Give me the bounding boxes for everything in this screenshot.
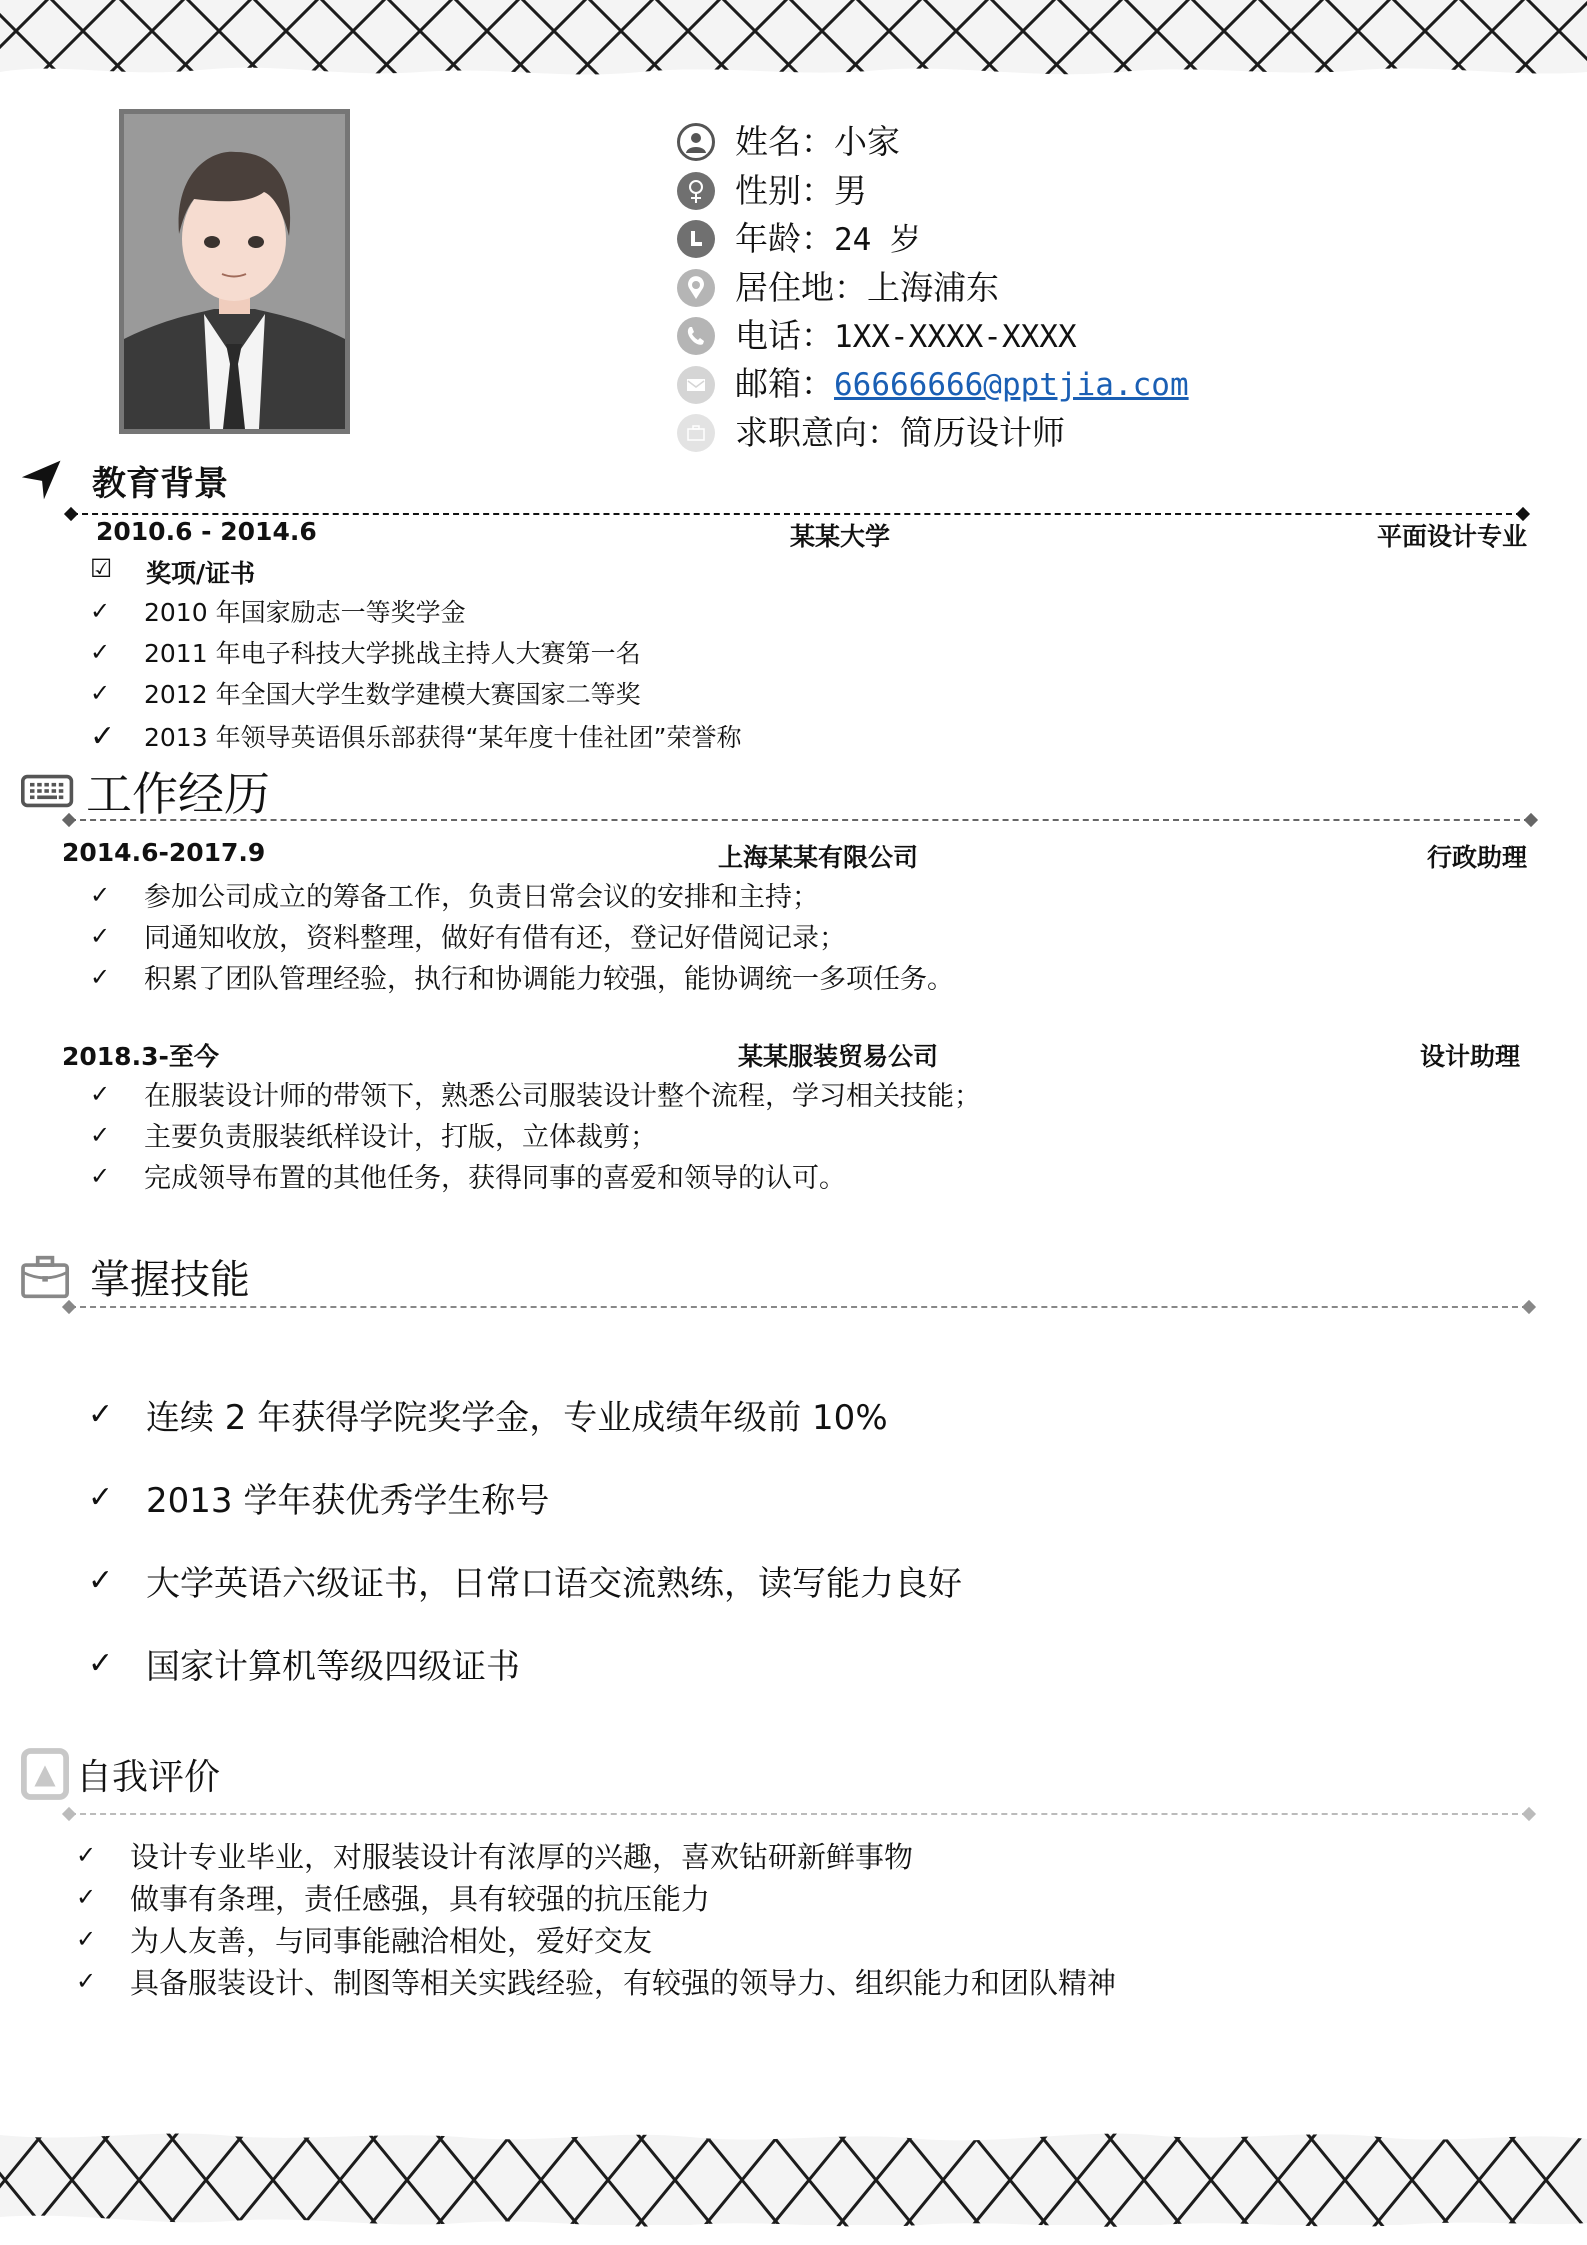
list-item: ✓ 主要负责服装纸样设计，打版，立体裁剪；: [90, 1120, 657, 1153]
top-hexagon-band: [0, 0, 1587, 80]
list-item: ✓ 设计专业毕业，对服装设计有浓厚的兴趣，喜欢钻研新鲜事物: [76, 1839, 914, 1874]
navigation-arrow-icon: [18, 455, 68, 505]
job-entry: [0, 838, 1587, 870]
check-icon: ✓: [88, 1646, 114, 1681]
job-duties-list: [90, 874, 954, 997]
list-item: ✓ 2012 年全国大学生数学建模大赛国家二等奖: [90, 678, 641, 709]
awards-heading: [0, 554, 1587, 586]
clock-icon: [677, 220, 715, 258]
check-icon: ✓: [88, 1397, 114, 1432]
education-school: 某某大学: [790, 522, 891, 551]
email-link[interactable]: 66666666@pptjia.com: [834, 367, 1189, 404]
check-icon: ✓: [76, 1925, 97, 1953]
list-item: ✓ 参加公司成立的筹备工作，负责日常会议的安排和主持；: [90, 880, 819, 913]
info-residence: 居住地：上海浦东: [735, 267, 999, 307]
job-period: 2014.6-2017.9: [62, 838, 266, 867]
info-objective: 求职意向：简历设计师: [735, 413, 1065, 453]
check-icon: ✓: [90, 637, 111, 666]
job-company: 上海某某有限公司: [718, 843, 919, 872]
section-divider: [62, 1807, 1536, 1821]
check-icon: ✓: [90, 596, 111, 625]
list-item: ✓ 为人友善，与同事能融洽相处，爱好交友: [76, 1923, 653, 1958]
section-title: 工作经历: [86, 767, 270, 821]
job-duties-list: [90, 1073, 981, 1196]
user-icon: [677, 123, 715, 161]
info-phone: 电话：1XX-XXXX-XXXX: [735, 315, 1077, 355]
job-entry: [0, 1037, 1587, 1069]
check-icon: ✓: [90, 718, 116, 754]
personal-info: [677, 118, 1189, 458]
list-item: ✓ 在服装设计师的带领下，熟悉公司服装设计整个流程，学习相关技能；: [90, 1079, 981, 1112]
info-row-gender: [677, 167, 1189, 216]
awards-list: [90, 590, 741, 759]
checkbox-icon: ☑: [90, 554, 113, 583]
section-skills-header: [18, 1248, 250, 1305]
check-icon: ✓: [76, 1841, 97, 1869]
awards-title: 奖项/证书: [146, 559, 256, 588]
self-eval-list: [76, 1834, 1116, 2002]
info-row-objective: [677, 409, 1189, 458]
list-item: ✓ 同通知收放，资料整理，做好有借有还，登记好借阅记录；: [90, 921, 846, 954]
list-item: ✓ 国家计算机等级四级证书: [88, 1646, 520, 1687]
briefcase-icon: [18, 1251, 74, 1303]
keyboard-icon: [18, 766, 78, 816]
list-item: ✓ 连续 2 年获得学院奖学金，专业成绩年级前 10%: [88, 1397, 888, 1438]
section-education-header: [18, 455, 228, 505]
list-item: ✓ 2013 年领导英语俱乐部获得“某年度十佳社团”荣誉称: [90, 718, 742, 754]
list-item: ✓ 做事有条理，责任感强，具有较强的抗压能力: [76, 1881, 711, 1916]
section-title: 自我评价: [76, 1756, 221, 1798]
triangle-box-icon: [18, 1746, 72, 1802]
info-row-age: [677, 215, 1189, 264]
info-row-name: [677, 118, 1189, 167]
list-item: ✓ 大学英语六级证书，日常口语交流熟练，读写能力良好: [88, 1563, 962, 1604]
check-icon: ✓: [90, 880, 111, 909]
check-icon: ✓: [88, 1480, 114, 1515]
job-company: 某某服装贸易公司: [738, 1042, 939, 1071]
check-icon: ✓: [90, 962, 111, 991]
education-major: 平面设计专业: [1376, 522, 1527, 551]
list-item: ✓ 2010 年国家励志一等奖学金: [90, 596, 466, 627]
education-period: 2010.6 - 2014.6: [96, 517, 317, 546]
check-icon: ✓: [90, 921, 111, 950]
info-row-residence: [677, 264, 1189, 313]
section-self-eval-header: [18, 1746, 220, 1802]
education-entry: [0, 517, 1587, 549]
section-title: 掌握技能: [90, 1257, 250, 1303]
info-name: 姓名：小家: [735, 122, 900, 162]
check-icon: ✓: [76, 1967, 97, 1995]
location-pin-icon: [677, 269, 715, 307]
info-row-phone: [677, 312, 1189, 361]
info-gender: 性别：男: [735, 170, 867, 210]
info-email: 邮箱：66666666@pptjia.com: [735, 364, 1189, 404]
list-item: ✓ 2011 年电子科技大学挑战主持人大赛第一名: [90, 637, 641, 668]
check-icon: ✓: [88, 1563, 114, 1598]
phone-icon: [677, 317, 715, 355]
skills-list: [88, 1373, 962, 1705]
list-item: ✓ 具备服装设计、制图等相关实践经验，有较强的领导力、组织能力和团队精神: [76, 1965, 1117, 2000]
job-role: 设计助理: [1419, 1042, 1520, 1071]
profile-photo: [119, 109, 350, 434]
check-icon: ✓: [90, 678, 111, 707]
list-item: ✓ 2013 学年获优秀学生称号: [88, 1480, 550, 1521]
job-period: 2018.3-至今: [62, 1042, 219, 1071]
check-icon: ✓: [90, 1161, 111, 1190]
section-title: 教育背景: [92, 463, 228, 504]
section-divider: [62, 1300, 1536, 1314]
list-item: ✓ 完成领导布置的其他任务，获得同事的喜爱和领导的认可。: [90, 1161, 846, 1194]
check-icon: ✓: [90, 1120, 111, 1149]
briefcase-icon: [677, 414, 715, 452]
gender-icon: [677, 172, 715, 210]
list-item: ✓ 积累了团队管理经验，执行和协调能力较强，能协调统一多项任务。: [90, 962, 954, 995]
mail-icon: [677, 366, 715, 404]
info-row-email: [677, 361, 1189, 410]
info-age: 年龄：24 岁: [735, 218, 921, 258]
job-role: 行政助理: [1426, 843, 1527, 872]
check-icon: ✓: [76, 1883, 97, 1911]
check-icon: ✓: [90, 1079, 111, 1108]
section-divider: [62, 813, 1538, 827]
bottom-hexagon-band: [0, 2105, 1587, 2245]
